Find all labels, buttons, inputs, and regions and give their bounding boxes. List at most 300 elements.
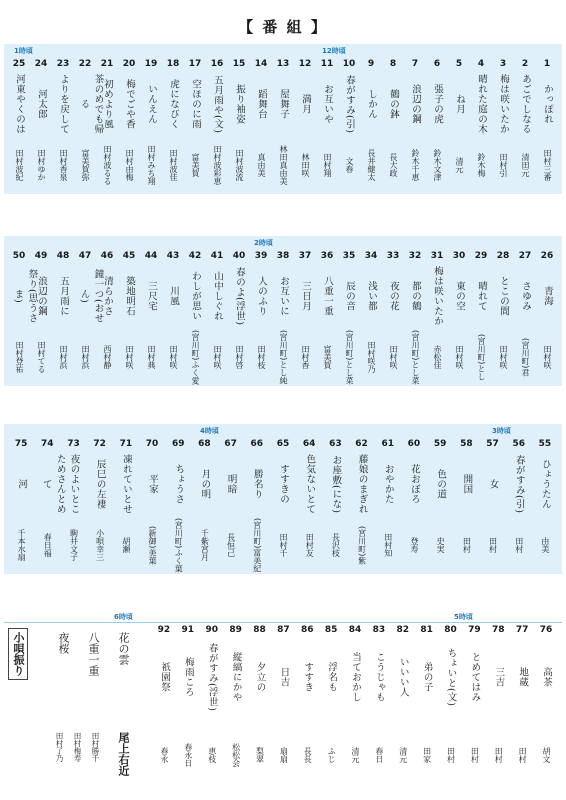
program-number: 73 [67,439,80,449]
program-number: 18 [166,59,180,69]
performer-name: 田村 [470,747,480,763]
performer-name: 田村知 [383,533,393,557]
program-number: 31 [430,251,444,261]
program-title: 梅は咲いたか [498,74,509,134]
program-title: 明暗 [225,474,237,494]
program-title: 五月雨や(文) [212,74,223,134]
program-number: 50 [12,251,26,261]
program-item [514,624,531,793]
program-number: 72 [93,439,106,449]
program-item [222,438,239,573]
program-row [4,438,562,574]
program-item [538,624,555,793]
program-title: 初めより風 [102,79,113,129]
program-number: 58 [460,439,473,449]
program-item [370,624,387,793]
program-number: 90 [205,625,218,635]
program-item [187,250,204,385]
program-number: 70 [145,439,159,449]
performer-name: (宮川町)とし菜 [345,329,354,385]
performer-name: 清元 [455,157,464,173]
performer-name: 田村香 [301,345,310,369]
program-title: 弟の子 [421,662,433,692]
program-item [33,58,50,193]
program-item [39,438,66,573]
performer-name: 史実 [436,537,446,553]
performer-name: 田村登祐 [15,341,24,373]
performer-name: 駒井文子 [69,529,79,561]
program-title: 山中しぐれ [212,271,223,321]
program-title: とめてはみ [469,652,481,702]
program-number: 47 [78,251,92,261]
performer-name: 鈴木千恵 [411,149,420,181]
program-item [170,438,187,573]
program-title: 色の道 [435,469,447,499]
program-item [297,250,314,385]
performer-name: 田村咲 [499,345,508,369]
program-item [379,438,396,573]
program-item [405,438,422,573]
program-number: 78 [492,625,505,635]
program-number: 81 [420,625,433,635]
program-number: 11 [320,59,334,69]
program-item [248,438,265,573]
performer-name: 田村ゆか [37,149,46,181]
program-title: ひょうたん [539,459,551,509]
program-number: 48 [56,251,70,261]
performer-name: 田村枝 [257,345,266,369]
program-item [432,438,449,573]
performer-name: 春永日 [183,743,193,767]
program-title: 春がすみ(浮世) [206,642,218,712]
performer-name: 田村咲 [213,345,222,369]
program-item [297,58,314,193]
program-number: 76 [539,625,553,635]
performer: 田村勝千 [91,732,100,762]
program-item [319,58,336,193]
program-item [117,438,134,573]
program-item [473,250,490,385]
performer-name: (宮川町)富美紀 [252,517,262,573]
kouta-title-1: 花の雲 [117,632,130,665]
performer-name: ふじ [327,747,337,763]
schedule-band-3 [4,424,562,574]
program-number: 17 [188,59,202,69]
program-number: 43 [166,251,180,261]
program-number: 83 [372,625,386,635]
program-number: 77 [515,625,529,635]
performer-name: (宮川町)とし [477,333,486,381]
performer-name: (宮川町)君 [521,337,530,377]
program-number: 24 [34,59,48,69]
program-item [11,58,28,193]
program-item [490,624,507,793]
program-row [4,250,562,386]
program-item [99,58,116,193]
program-number: 69 [171,439,185,449]
program-title: ちょいと(文) [445,647,457,707]
performer-name: 田村典 [147,345,156,369]
program-item [323,624,340,793]
performer-name: 田村由梅 [125,149,134,181]
program-title: 梅でごや香 [124,79,135,129]
program-item [179,624,196,793]
performer-name: 千紫宮月 [200,529,210,561]
program-item [155,624,172,793]
performer-name: 田村波るる [103,145,112,185]
performer-name: 田村 [514,537,524,553]
program-item [536,438,553,573]
program-item [363,250,380,385]
program-title: 河東やくのは [14,74,25,134]
program-number: 55 [538,439,552,449]
program-number: 87 [277,625,290,635]
program-number: 29 [474,251,488,261]
performer-name: 小唄幸三 [95,529,105,561]
program-title: 勝名り [251,469,263,499]
program-title: お座敷(にな) [330,454,342,514]
program-item [510,438,527,573]
program-number: 34 [364,251,378,261]
program-number: 32 [408,251,422,261]
kouta-title-2: 八重一重 [87,632,100,676]
performer-name: 田村 [446,747,456,763]
program-title: わしが思い [190,271,201,321]
program-number: 62 [355,439,368,449]
performer-name: 田村みち翔 [147,145,156,185]
program-item [407,58,424,193]
performer-name: 田村咲 [455,345,464,369]
program-title: 当ておかし [350,652,361,702]
time-mark: 2時頃 [254,239,273,247]
performer-name: 田村波佳 [169,149,178,181]
kouta-label: 小唄振り [8,628,28,680]
program-title: 鐘一つ(おせん) [78,268,104,324]
performer-name: 胡文 [542,747,552,763]
program-number: 39 [254,251,268,261]
program-title: 浪辺の鋼 [410,84,421,124]
performer-name: 恵枝 [207,747,217,763]
program-number: 36 [320,251,334,261]
program-item [466,624,483,793]
program-number: 8 [389,59,397,69]
program-item [231,250,248,385]
performer-name: 田村 [488,537,498,553]
program-item [209,250,226,385]
program-title: お互いに [278,276,289,316]
program-number: 44 [144,251,158,261]
performer-name: 胡瀬 [121,537,131,553]
program-title: いいい人 [397,657,409,697]
performer-name: 田村 [518,747,528,763]
kouta-block [4,624,144,798]
program-number: 37 [298,251,312,261]
performer-name: 西村静 [103,345,112,369]
program-number: 89 [229,625,242,635]
program-title: 辰の音 [344,281,355,311]
performer-name: 長井健太 [367,149,376,181]
program-number: 6 [433,59,441,69]
program-title: かっぽれ [542,84,553,124]
program-title: さゆみ [520,281,531,311]
performer-name: 赤松佳 [433,345,442,369]
program-number: 30 [452,251,466,261]
performer-name: 清元 [351,747,360,763]
program-title: 梅雨ころ [182,657,194,697]
program-title: 五月雨に [58,276,69,316]
program-item [442,624,459,793]
program-item [341,250,358,385]
program-item [251,624,268,793]
program-number: 28 [496,251,510,261]
program-number: 9 [367,59,375,69]
program-title: 虎になびく [168,79,179,129]
program-title: すすき [302,662,314,692]
program-number: 88 [253,625,266,635]
program-item [451,58,468,193]
performer-name: 富美賀 [191,153,200,177]
schedule-band-1 [4,44,562,194]
performer-main: 尾上右近 [117,732,130,776]
program-item [473,58,490,193]
program-item [451,250,468,385]
program-number: 67 [224,439,237,449]
program-item [539,250,556,385]
program-title: 三吉 [493,667,505,687]
performer-name: 梨翠 [255,747,265,763]
program-title: しかん [366,89,377,119]
program-item [407,250,424,385]
performer: 田村梅寿 [73,732,82,762]
program-item [353,438,370,573]
program-number: 71 [119,439,133,449]
program-number: 46 [100,251,114,261]
program-title: 色気ないとて [304,454,316,514]
program-item [319,250,336,385]
program-title: 春がすみ(引) [513,454,525,514]
program-number: 66 [250,439,264,449]
performer-name: 田村 [494,747,504,763]
performer-name: 千本水扇 [17,529,27,561]
program-item [275,58,292,193]
program-title: 地蔵 [517,667,529,687]
program-number: 79 [468,625,481,635]
performer-name: 鈴木文津 [433,149,442,181]
performer-name: 春日福 [43,533,53,557]
program-item [143,250,160,385]
program-item [385,58,402,193]
program-number: 7 [411,59,419,69]
time-mark: 5時頃 [454,613,473,621]
performer-name: (宮川町)とし菜 [411,329,420,385]
performer-name: 田村 [462,537,472,553]
performer-name: (新御)美葉 [148,525,158,565]
program-number: 20 [122,59,136,69]
program-number: 26 [540,251,554,261]
performer-name: (宮川町)ふく葉 [174,517,184,573]
divider [4,622,562,623]
performer-name: 春日 [374,747,384,763]
program-title: 三日月 [300,281,311,311]
program-title: すすきの [278,464,289,504]
program-title: 祭り(思うさま) [12,268,38,324]
program-number: 57 [486,439,499,449]
performer-name: 登寿 [409,537,419,553]
program-item [165,250,182,385]
program-number: 10 [342,59,356,69]
page-title: 【 番 組 】 [238,18,328,36]
program-title: 日吉 [278,667,290,687]
program-number: 74 [41,439,54,449]
program-item [341,58,358,193]
program-title: 凍れていとせ [120,454,132,514]
schedule-band-2 [4,236,562,386]
program-item [55,250,72,385]
program-item [77,250,104,385]
performer-name: 林田咲 [301,153,310,177]
time-mark: 6時頃 [114,613,133,621]
performer-name: 扇扇 [279,747,289,763]
program-title: 振り袖姿 [234,84,245,124]
time-marks [4,46,562,58]
program-item [385,250,402,385]
program-title: 晴れた庭の木 [476,74,487,134]
program-item [121,250,138,385]
program-title: 鶴の鉢 [388,89,399,119]
program-number: 2 [521,59,529,69]
program-title: お互いや [322,84,333,124]
program-title: ね月 [454,94,465,114]
time-mark: 4時頃 [200,427,219,435]
program-item [121,58,138,193]
program-item [363,58,380,193]
program-item [327,438,344,573]
program-title: 辰巳の左褄 [94,459,106,509]
performer-name: 田村咲 [125,345,134,369]
performer-name: 富美賀弥 [81,149,90,181]
program-item [196,438,213,573]
performer-name: 清元 [398,747,408,763]
program-title: 河太郎 [36,89,47,119]
program-number: 35 [342,251,356,261]
program-item [517,250,534,385]
program-item [209,58,226,193]
performer-name: 春永 [159,747,169,763]
program-title: 青海 [542,286,553,306]
program-title: 春のよ(浮世) [234,266,245,326]
program-number: 84 [348,625,362,635]
program-item [418,624,435,793]
program-title: 屋舞子 [278,89,289,119]
program-number: 49 [34,251,48,261]
program-title: よりを戻して [58,74,69,134]
program-title: 高茶 [541,667,553,687]
program-title: 満月 [300,94,311,114]
program-number: 65 [276,439,290,449]
program-title: 梅は咲いたか [432,266,443,326]
program-title: 開国 [461,474,473,494]
program-number: 85 [324,625,338,635]
program-title: 花おぼろ [408,464,420,504]
kouta-title-3: 夜桜 [57,632,70,654]
program-item [91,438,108,573]
program-item [517,58,534,193]
program-number: 75 [14,439,28,449]
performer-name: 田村浜 [59,345,68,369]
program-number: 86 [300,625,314,635]
program-title: 都の鶴 [410,281,421,311]
program-title: 晴れて [476,281,487,311]
program-item [13,438,30,573]
program-title: 東の空 [454,281,465,311]
program-row [4,58,562,194]
performer-name: 田村咲乃 [367,341,376,373]
program-row [148,624,562,798]
program-title: 清らかさ [102,276,113,316]
program-item [275,438,292,573]
program-title: 八重一重 [322,276,333,316]
performer-name: 田村引 [499,153,508,177]
program-title: 縦縞にかや [230,652,242,702]
program-title: 茶のめでも帰る [78,74,104,134]
program-title: 川風 [168,286,179,306]
program-number: 42 [188,251,202,261]
performer-name: 田村友 [305,533,315,557]
performer-name: 富美賀 [323,345,332,369]
program-title: とこの間 [498,276,509,316]
program-number: 14 [254,59,268,69]
program-number: 12 [298,59,312,69]
program-item [299,624,316,793]
program-number: 33 [386,251,400,261]
performer-name: 田村翔 [323,153,332,177]
program-title: こうじゃも [373,652,385,702]
performer-name: 田村咲 [543,345,552,369]
program-number: 13 [276,59,290,69]
performer-name: 長恒己 [226,533,236,557]
performer-name: (宮川町)ふく愛 [191,329,200,385]
performer-name: 田村千 [279,533,288,557]
program-number: 15 [232,59,246,69]
performer-name: 田村浜 [81,345,90,369]
time-marks [4,238,562,250]
program-title: 月の明 [199,469,211,499]
program-item [539,58,556,193]
program-title: 空ほのに雨 [190,79,201,129]
program-title: 浪辺の鋼 [36,276,47,316]
program-title: 蹈舞台 [256,89,267,119]
program-item [203,624,220,793]
program-title: 浮名も [326,662,338,692]
performer-name: 田村波紀 [15,149,24,181]
program-title: ちょうさ [173,464,185,504]
program-number: 38 [276,251,290,261]
program-number: 45 [122,251,136,261]
program-item [495,250,512,385]
program-number: 1 [543,59,551,69]
program-number: 80 [444,625,457,635]
performer-name: 田村啓 [235,345,244,369]
program-item [165,58,182,193]
program-title: 張子の虎 [432,84,443,124]
program-title: いんえん [146,84,157,124]
program-item [11,250,38,385]
program-number: 91 [181,625,195,635]
program-title: 平家 [147,474,159,494]
program-item [458,438,475,573]
program-number: 40 [232,251,246,261]
performer-name: 田村咲 [169,345,178,369]
